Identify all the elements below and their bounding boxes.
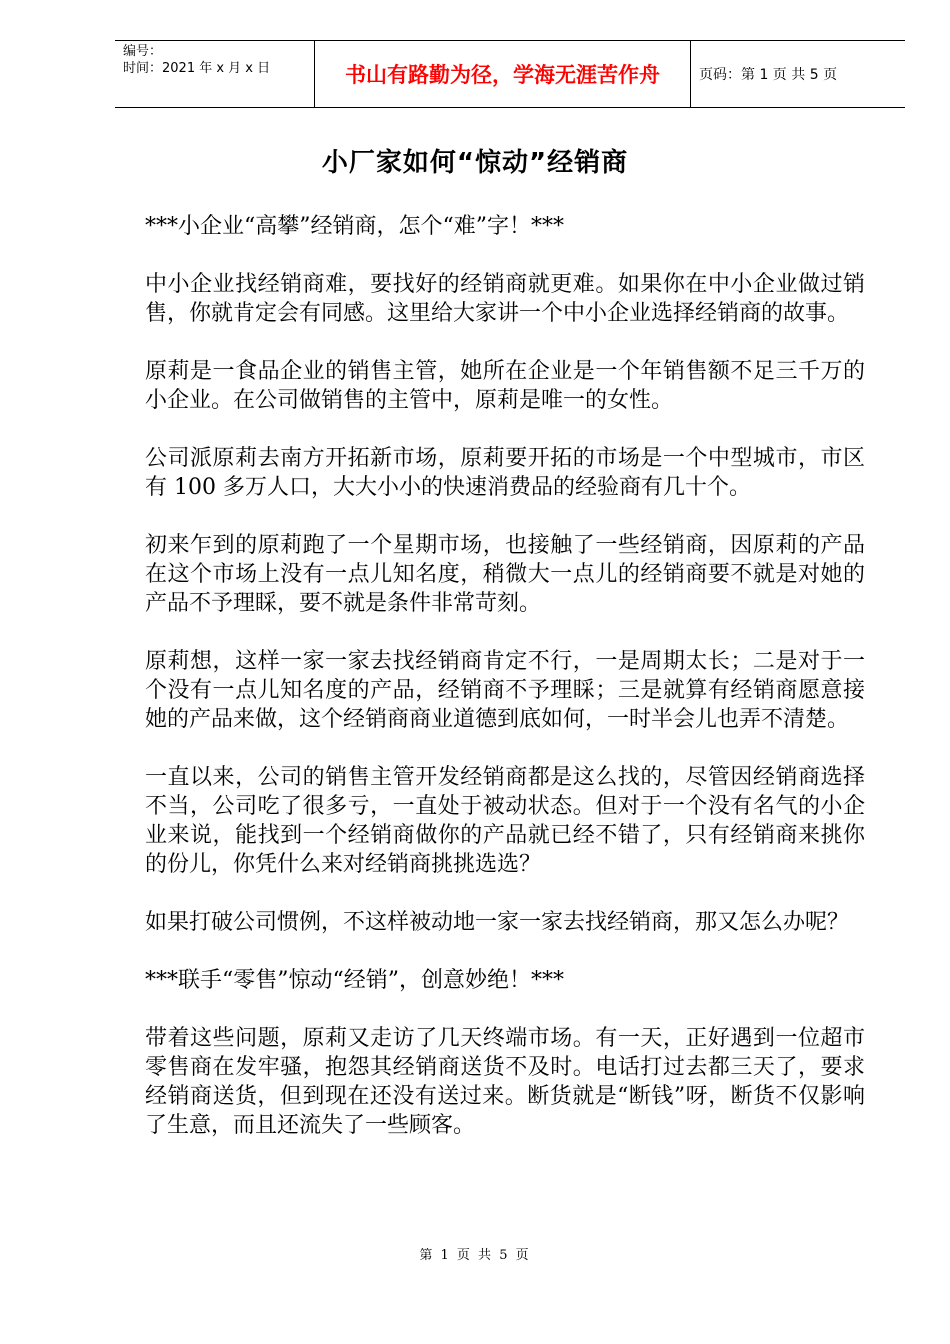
page-footer: 第 1 页 共 5 页: [419, 1248, 531, 1263]
paragraph: 中小企业找经销商难，要找好的经销商就更难。如果你在中小企业做过销售，你就肯定会有同感。这里给大家讲一个中小企业选择经销商的故事。: [145, 272, 865, 326]
paragraph: 公司派原莉去南方开拓新市场，原莉要开拓的市场是一个中型城市，市区有 100 多万人口，大大小小的快速消费品的经验商有几十个。: [145, 446, 865, 500]
header-meta: [115, 41, 315, 107]
paragraph: 初来乍到的原莉跑了一个星期市场，也接触了一些经销商，因原莉的产品在这个市场上没有一点儿知名度，稍微大一点儿的经销商要不就是对她的产品不予理睬，要不就是条件非常苛刻。: [145, 533, 865, 616]
paragraph-section-heading-2: ***联手“零售”惊动“经销”，创意妙绝！***: [145, 968, 564, 993]
paragraph-section-heading-1: ***小企业“高攀”经销商，怎个“难”字！***: [145, 214, 564, 239]
time-label: 时间：2021 年 x 月 x 日: [123, 61, 271, 76]
header-motto: 书山有路勤为径，学海无涯苦作舟: [315, 41, 691, 107]
paragraph: 原莉想，这样一家一家去找经销商肯定不行，一是周期太长；二是对于一个没有一点儿知名度的产品，经销商不予理睬；三是就算有经销商愿意接她的产品来做，这个经销商商业道德到底如何，一时半会儿也弄不清楚。: [145, 649, 865, 732]
document-title: 小厂家如何“惊动”经销商: [321, 148, 629, 178]
page-header: [115, 40, 905, 108]
paragraph: 一直以来，公司的销售主管开发经销商都是这么找的，尽管因经销商选择不当，公司吃了很多亏，一直处于被动状态。但对于一个没有名气的小企业来说，能找到一个经销商做你的产品就已经不错了，只有经销商来挑你的份儿，你凭什么来对经销商挑挑选选？: [145, 765, 865, 877]
header-page-label: 页码：第 1 页 共 5 页: [699, 67, 838, 83]
paragraph: 如果打破公司惯例，不这样被动地一家一家去找经销商，那又怎么办呢？: [145, 910, 850, 935]
paragraph: 原莉是一食品企业的销售主管，她所在企业是一个年销售额不足三千万的小企业。在公司做销售的主管中，原莉是唯一的女性。: [145, 359, 865, 413]
paragraph: 带着这些问题，原莉又走访了几天终端市场。有一天，正好遇到一位超市零售商在发牢骚，抱怨其经销商送货不及时。电话打过去都三天了，要求经销商送货，但到现在还没有送过来。断货就是“断钱”呀，断货不仅影响了生意，而且还流失了一些顾客。: [145, 1026, 865, 1138]
number-label: 编号：: [123, 44, 163, 59]
document-body: [145, 212, 865, 1169]
